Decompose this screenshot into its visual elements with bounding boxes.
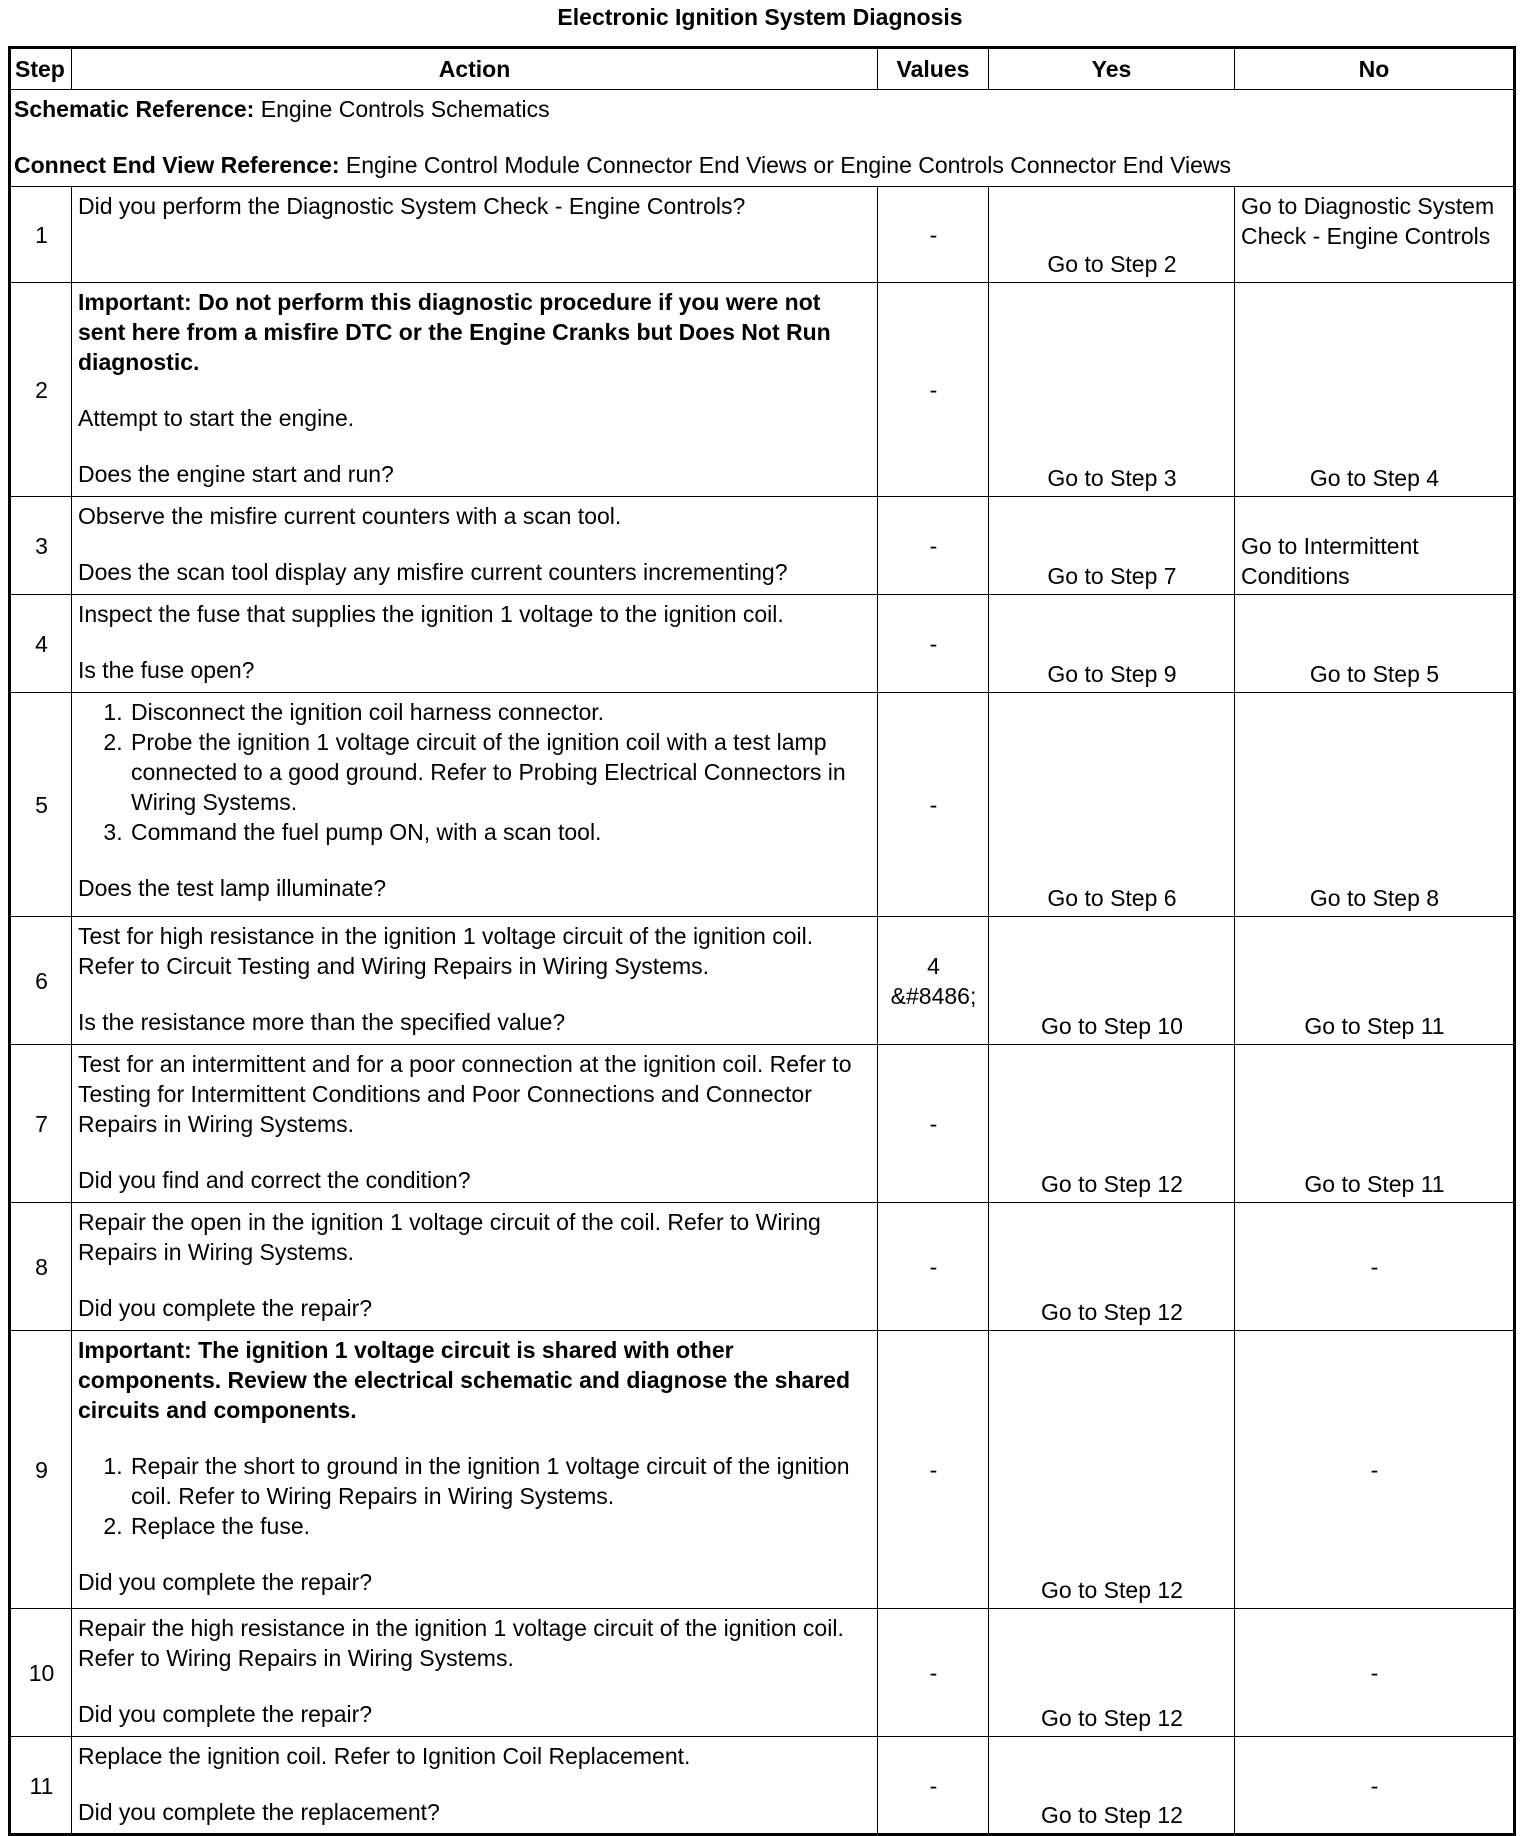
- table-row: [10, 1203, 1515, 1331]
- no-cell: Go to Diagnostic System Check - Engine Controls: [1235, 187, 1515, 283]
- table-row: [10, 1331, 1515, 1609]
- no-cell: Go to Step 8: [1235, 693, 1515, 917]
- important-label: Important:: [78, 1337, 192, 1363]
- action-question: Does the engine start and run?: [78, 461, 394, 487]
- value-cell: -: [878, 1203, 989, 1331]
- value-cell: -: [878, 187, 989, 283]
- no-cell: Go to Intermittent Conditions: [1235, 497, 1515, 595]
- table-row: [10, 595, 1515, 693]
- schematic-reference-text: Engine Controls Schematics: [254, 96, 550, 122]
- reference-row: [10, 90, 1515, 187]
- value-unit: &#8486;: [890, 983, 977, 1009]
- action-question: Did you find and correct the condition?: [78, 1167, 471, 1193]
- header-step: Step: [10, 48, 72, 90]
- action-cell: [72, 283, 878, 497]
- yes-cell: Go to Step 6: [989, 693, 1235, 917]
- connector-reference: [14, 150, 1509, 180]
- yes-cell: Go to Step 3: [989, 283, 1235, 497]
- action-cell: [72, 1737, 878, 1835]
- action-text: Observe the misfire current counters with a scan tool.: [78, 503, 622, 529]
- action-list: [78, 1451, 872, 1541]
- value-cell: -: [878, 1331, 989, 1609]
- no-cell: -: [1235, 1331, 1515, 1609]
- action-cell: [72, 497, 878, 595]
- schematic-reference: [14, 94, 1509, 124]
- step-number: 10: [10, 1609, 72, 1737]
- connector-reference-text: Engine Control Module Connector End Views or Engine Controls Connector End Views: [339, 152, 1232, 178]
- important-note: [78, 1335, 872, 1425]
- value-cell: -: [878, 693, 989, 917]
- value-cell: -: [878, 595, 989, 693]
- step-number: 1: [10, 187, 72, 283]
- action-question: Is the fuse open?: [78, 657, 255, 683]
- yes-cell: Go to Step 9: [989, 595, 1235, 693]
- action-cell: [72, 1331, 878, 1609]
- no-cell: -: [1235, 1737, 1515, 1835]
- no-cell: -: [1235, 1609, 1515, 1737]
- diagnostic-table: [8, 46, 1516, 1836]
- no-cell: -: [1235, 1203, 1515, 1331]
- list-item: 1. Repair the short to ground in the ignition 1 voltage circuit of the ignition coil. Refer to Wiring Repairs in Wiring Systems.: [129, 1451, 872, 1511]
- schematic-reference-label: Schematic Reference:: [14, 96, 255, 122]
- action-text: Repair the high resistance in the ignition 1 voltage circuit of the ignition coil. Refer to Wiring Repairs in Wiring Systems.: [78, 1615, 844, 1671]
- yes-cell: Go to Step 10: [989, 917, 1235, 1045]
- action-question: Did you complete the repair?: [78, 1701, 373, 1727]
- value-cell: -: [878, 1737, 989, 1835]
- list-item: 1. Disconnect the ignition coil harness connector.: [129, 697, 872, 727]
- action-question: Does the test lamp illuminate?: [78, 875, 387, 901]
- step-number: 5: [10, 693, 72, 917]
- step-number: 4: [10, 595, 72, 693]
- value-cell: -: [878, 1609, 989, 1737]
- action-question: Did you perform the Diagnostic System Check - Engine Controls?: [78, 193, 746, 219]
- action-cell: [72, 187, 878, 283]
- value-cell: -: [878, 283, 989, 497]
- yes-cell: Go to Step 12: [989, 1203, 1235, 1331]
- action-text: Repair the open in the ignition 1 voltage circuit of the coil. Refer to Wiring Repairs in Wiring Systems.: [78, 1209, 821, 1265]
- table-row: [10, 497, 1515, 595]
- table-row: [10, 917, 1515, 1045]
- action-text: Inspect the fuse that supplies the ignition 1 voltage to the ignition coil.: [78, 601, 784, 627]
- reference-cell: [10, 90, 1515, 187]
- action-cell: [72, 917, 878, 1045]
- header-action: Action: [72, 48, 878, 90]
- yes-cell: Go to Step 2: [989, 187, 1235, 283]
- table-row: [10, 693, 1515, 917]
- header-values: Values: [878, 48, 989, 90]
- value-number: 4: [927, 953, 940, 979]
- step-number: 7: [10, 1045, 72, 1203]
- yes-cell: Go to Step 12: [989, 1331, 1235, 1609]
- action-question: Did you complete the repair?: [78, 1569, 373, 1595]
- action-text: Attempt to start the engine.: [78, 405, 355, 431]
- yes-cell: Go to Step 7: [989, 497, 1235, 595]
- table-row: [10, 1045, 1515, 1203]
- yes-cell: Go to Step 12: [989, 1609, 1235, 1737]
- action-text: Test for an intermittent and for a poor connection at the ignition coil. Refer to Testing for Intermittent Conditions and Poor Connections and Connector Repairs in Wiring Systems.: [78, 1051, 852, 1137]
- action-cell: [72, 595, 878, 693]
- no-cell: Go to Step 11: [1235, 1045, 1515, 1203]
- list-item: 2. Replace the fuse.: [129, 1511, 872, 1541]
- action-cell: [72, 1045, 878, 1203]
- step-number: 11: [10, 1737, 72, 1835]
- action-text: Replace the ignition coil. Refer to Ignition Coil Replacement.: [78, 1743, 691, 1769]
- action-cell: [72, 693, 878, 917]
- header-yes: Yes: [989, 48, 1235, 90]
- no-cell: Go to Step 4: [1235, 283, 1515, 497]
- connector-reference-label: Connect End View Reference:: [14, 152, 340, 178]
- action-question: Did you complete the repair?: [78, 1295, 373, 1321]
- important-note: [78, 287, 872, 377]
- table-row: [10, 187, 1515, 283]
- step-number: 2: [10, 283, 72, 497]
- important-text: The ignition 1 voltage circuit is shared with other components. Review the electrical schematic and diagnose the shared circuits and components.: [78, 1337, 851, 1423]
- list-item: 3. Command the fuel pump ON, with a scan tool.: [129, 817, 872, 847]
- page-title: Electronic Ignition System Diagnosis: [557, 4, 963, 30]
- action-cell: [72, 1609, 878, 1737]
- step-number: 6: [10, 917, 72, 1045]
- header-no: No: [1235, 48, 1515, 90]
- table-row: [10, 283, 1515, 497]
- step-number: 8: [10, 1203, 72, 1331]
- yes-cell: Go to Step 12: [989, 1045, 1235, 1203]
- header-row: [10, 48, 1515, 90]
- value-cell: [878, 917, 989, 1045]
- action-text: Test for high resistance in the ignition 1 voltage circuit of the ignition coil. Refer to Circuit Testing and Wiring Repairs in Wiring Systems.: [78, 923, 814, 979]
- action-question: Is the resistance more than the specified value?: [78, 1009, 566, 1035]
- table-row: [10, 1609, 1515, 1737]
- value-cell: -: [878, 1045, 989, 1203]
- no-cell: Go to Step 5: [1235, 595, 1515, 693]
- no-cell: Go to Step 11: [1235, 917, 1515, 1045]
- action-question: Did you complete the replacement?: [78, 1799, 440, 1825]
- list-item: 2. Probe the ignition 1 voltage circuit of the ignition coil with a test lamp connected to a good ground. Refer to Probing Electrical Connectors in Wiring Systems.: [129, 727, 872, 817]
- table-row: [10, 1737, 1515, 1835]
- action-question: Does the scan tool display any misfire current counters incrementing?: [78, 559, 788, 585]
- yes-cell: Go to Step 12: [989, 1737, 1235, 1835]
- step-number: 3: [10, 497, 72, 595]
- action-list: [78, 697, 872, 847]
- step-number: 9: [10, 1331, 72, 1609]
- value-cell: -: [878, 497, 989, 595]
- important-label: Important:: [78, 289, 192, 315]
- action-cell: [72, 1203, 878, 1331]
- important-text: Do not perform this diagnostic procedure if you were not sent here from a misfire DTC or the Engine Cranks but Does Not Run diagnostic.: [78, 289, 831, 375]
